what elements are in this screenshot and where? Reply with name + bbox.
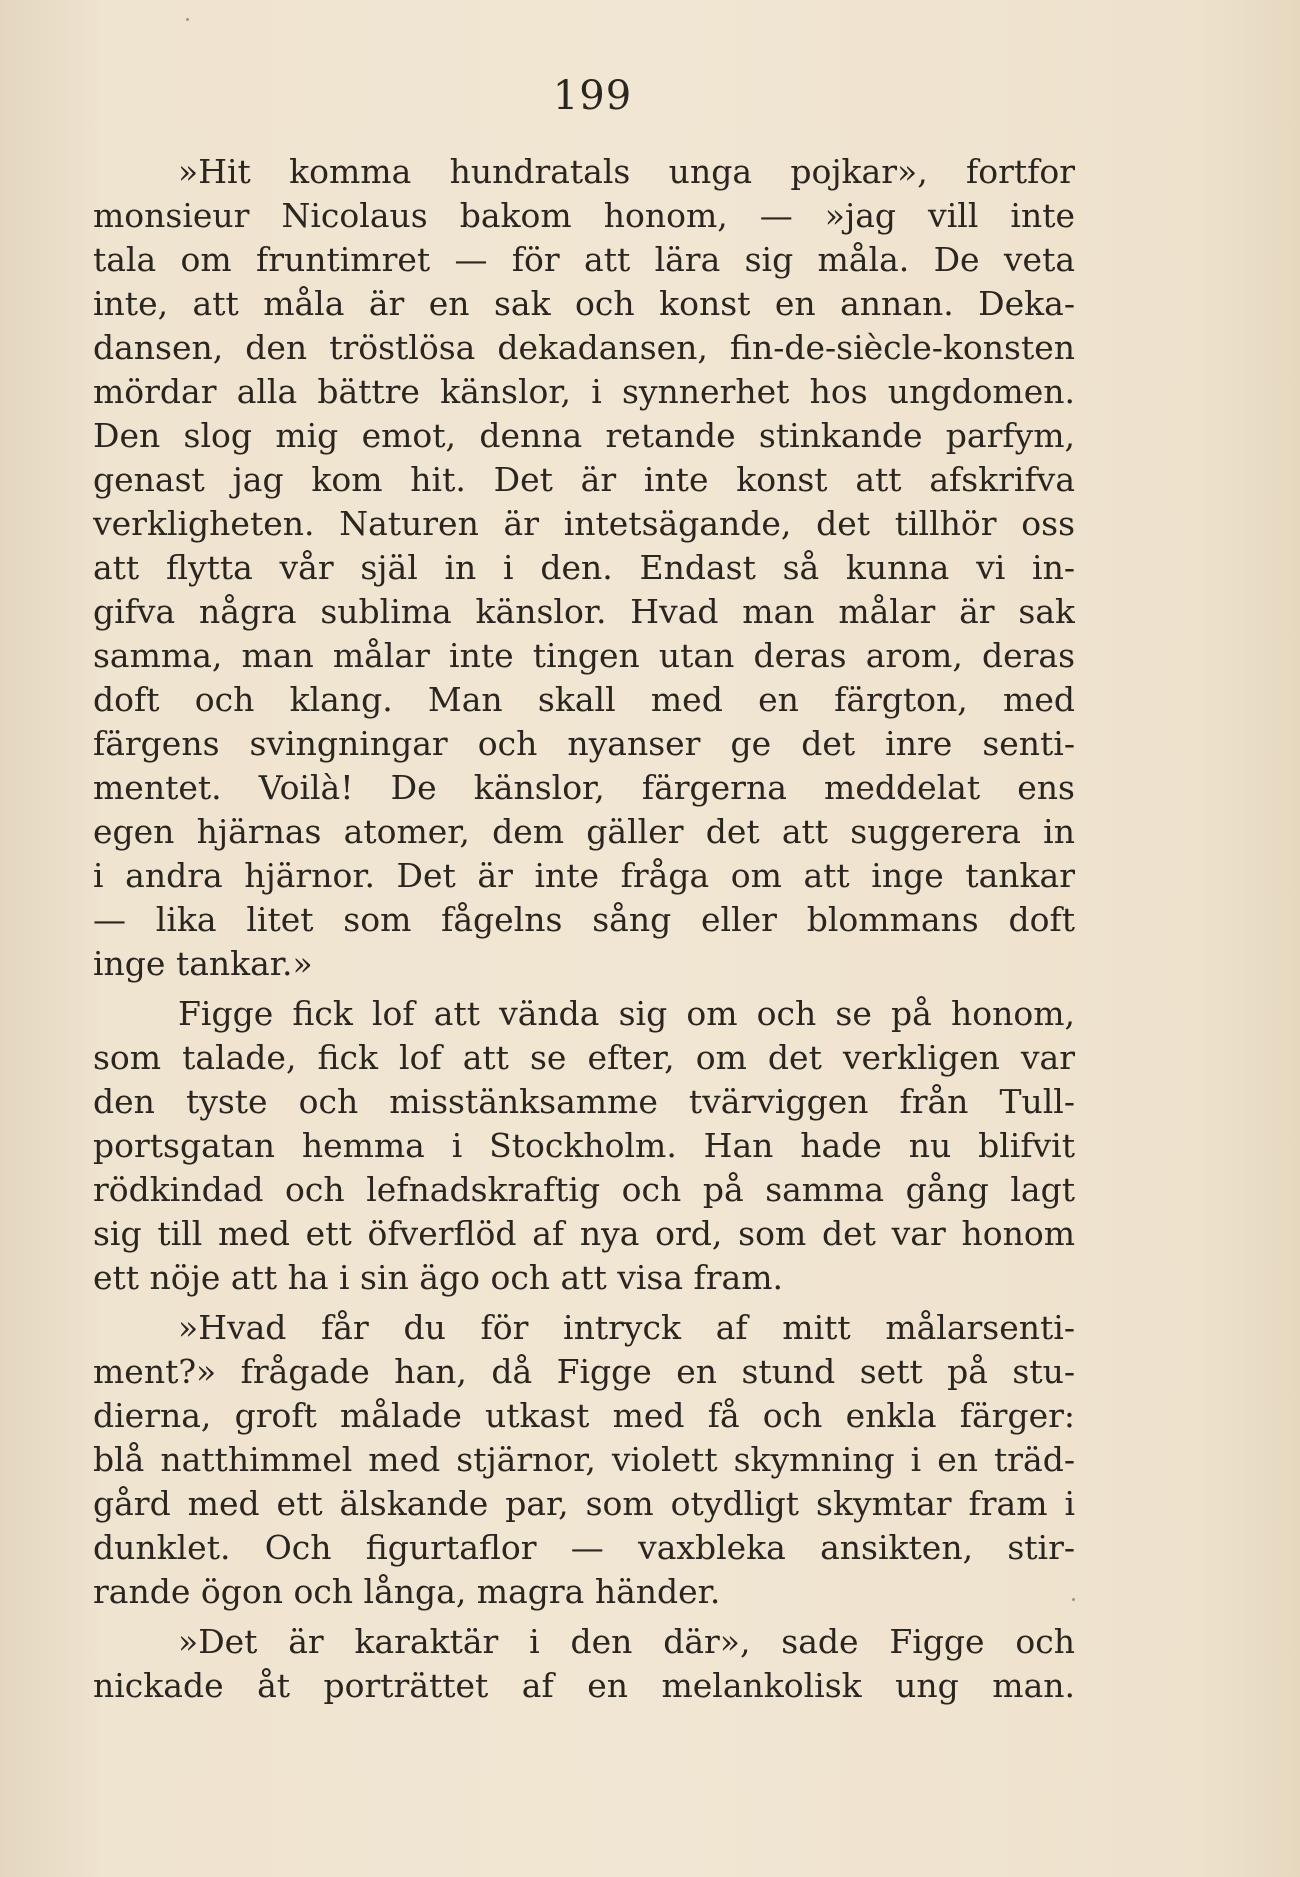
paper-speck: [186, 18, 189, 21]
text-line: som talade, fick lof att se efter, om det verkligen var: [93, 1038, 1075, 1077]
text-line: ett nöje att ha i sin ägo och att visa fram.: [93, 1258, 783, 1297]
paper-speck: [1072, 1598, 1075, 1601]
text-line: samma, man målar inte tingen utan deras arom, deras: [93, 636, 1075, 675]
text-line: gifva några sublima känslor. Hvad man målar är sak: [93, 592, 1075, 631]
text-line: — lika litet som fågelns sång eller blommans doft: [93, 900, 1075, 939]
text-line: monsieur Nicolaus bakom honom, — »jag vill inte: [93, 196, 1075, 235]
text-line: tala om fruntimret — för att lära sig måla. De veta: [93, 240, 1075, 279]
text-line: inte, att måla är en sak och konst en annan. Deka-: [93, 284, 1075, 323]
text-line: doft och klang. Man skall med en färgton, med: [93, 680, 1075, 719]
text-line: att flytta vår själ in i den. Endast så kunna vi in-: [93, 548, 1075, 587]
text-line: dunklet. Och figurtaflor — vaxbleka ansikten, stir-: [93, 1528, 1075, 1567]
text-line: ment?» frågade han, då Figge en stund sett på stu-: [93, 1352, 1075, 1391]
text-line: den tyste och misstänksamme tvärviggen från Tull-: [93, 1082, 1075, 1121]
text-line: verkligheten. Naturen är intetsägande, det tillhör oss: [93, 504, 1075, 543]
text-line: nickade åt porträttet af en melankolisk ung man.: [93, 1666, 1075, 1705]
paragraph: [93, 1306, 1075, 1614]
text-line: sig till med ett öfverflöd af nya ord, som det var honom: [93, 1214, 1075, 1253]
text-line: mördar alla bättre känslor, i synnerhet hos ungdomen.: [93, 372, 1075, 411]
text-line: »Det är karaktär i den där», sade Figge och: [178, 1622, 1075, 1661]
text-line: mentet. Voilà! De känslor, färgerna meddelat ens: [93, 768, 1075, 807]
text-line: färgens svingningar och nyanser ge det inre senti-: [93, 724, 1075, 763]
text-line: Figge fick lof att vända sig om och se på honom,: [178, 994, 1075, 1033]
text-line: dierna, groft målade utkast med få och enkla färger:: [93, 1396, 1075, 1435]
text-line: gård med ett älskande par, som otydligt skymtar fram i: [93, 1484, 1075, 1523]
text-line: Den slog mig emot, denna retande stinkande parfym,: [93, 416, 1075, 455]
paragraph: [93, 1620, 1075, 1708]
text-line: dansen, den tröstlösa dekadansen, fin-de-siècle-konsten: [93, 328, 1075, 367]
text-line: genast jag kom hit. Det är inte konst att afskrifva: [93, 460, 1075, 499]
page-number: 199: [552, 73, 633, 119]
paragraph: [93, 150, 1075, 986]
text-line: »Hit komma hundratals unga pojkar», fortfor: [178, 152, 1075, 191]
paragraph: [93, 992, 1075, 1300]
text-line: blå natthimmel med stjärnor, violett skymning i en träd-: [93, 1440, 1075, 1479]
text-line: rande ögon och långa, magra händer.: [93, 1572, 721, 1611]
body-text: [93, 150, 1075, 1714]
text-line: i andra hjärnor. Det är inte fråga om att inge tankar: [93, 856, 1075, 895]
text-line: portsgatan hemma i Stockholm. Han hade nu blifvit: [93, 1126, 1075, 1165]
text-line: »Hvad får du för intryck af mitt målarsenti-: [178, 1308, 1075, 1347]
text-line: inge tankar.»: [93, 944, 313, 983]
text-line: rödkindad och lefnadskraftig och på samma gång lagt: [93, 1170, 1075, 1209]
text-line: egen hjärnas atomer, dem gäller det att suggerera in: [93, 812, 1075, 851]
